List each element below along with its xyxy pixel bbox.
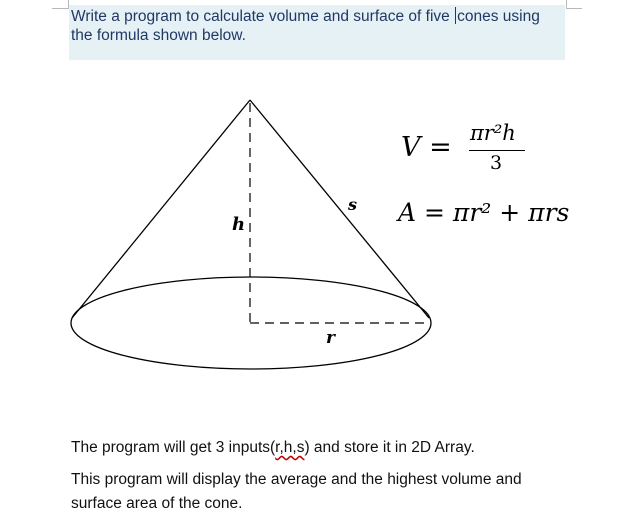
area-formula: A = πr² + πrs [398,198,570,227]
volume-formula-denominator: 3 [490,152,503,174]
cone-left-edge [72,100,250,318]
inputs-text-end: ) and store it in 2D Array. [304,439,475,456]
output-paragraph: This program will display the average and the highest volume and surface area of the cone. [71,471,522,512]
slant-label: s [348,195,358,214]
page-corner-mark-left-h [52,8,68,9]
volume-formula-numerator: πr²h [470,121,516,145]
height-label: h [232,214,246,235]
page-corner-mark-right-h [566,8,582,9]
inputs-text-start: The program will get 3 inputs( [71,439,276,456]
radius-label: r [326,328,335,348]
page-corner-mark-right-v [566,0,567,9]
header-paragraph[interactable] [71,7,561,45]
inputs-paragraph [71,436,571,460]
header-text-start: Write a program to calculate volume and surface of five [71,8,455,25]
inputs-variables: r,h,s [275,439,305,456]
header-text-end: cones using the formula shown below. [71,8,540,44]
text-cursor [455,7,456,24]
volume-formula-lhs: V = [401,132,452,163]
